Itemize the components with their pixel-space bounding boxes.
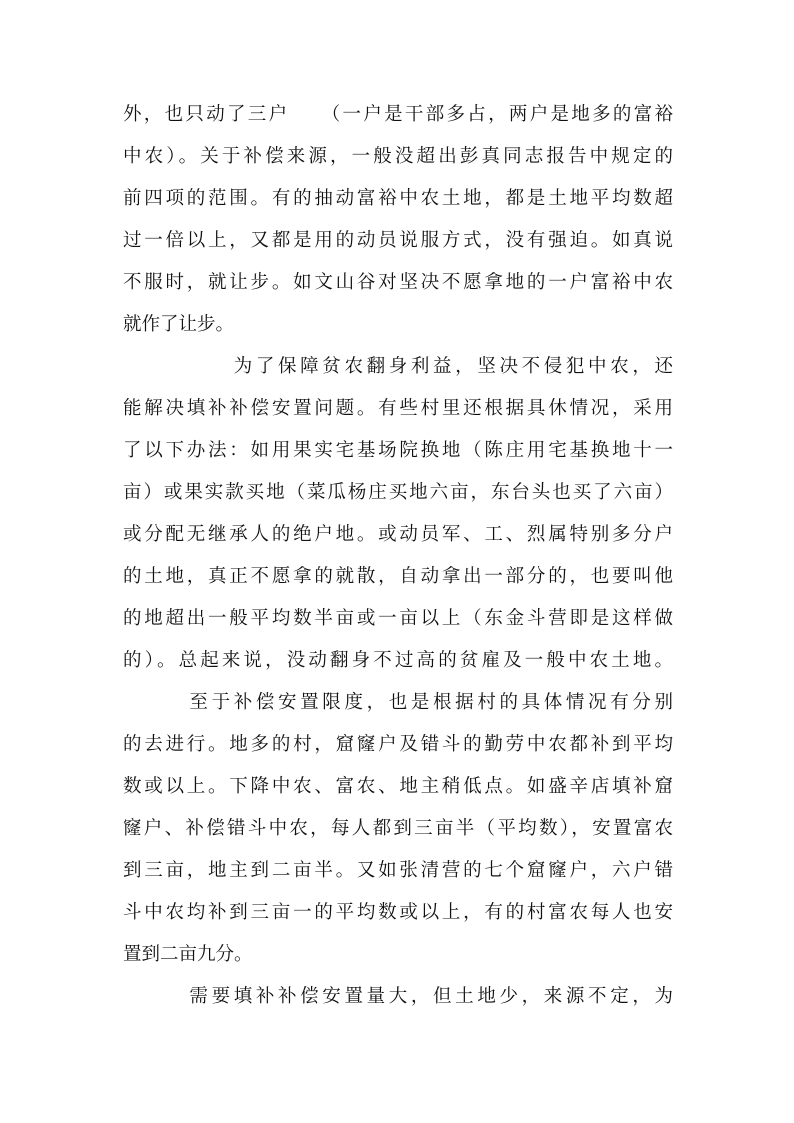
body-text bbox=[123, 94, 673, 1018]
text-line: 为了保障贫农翻身利益，坚决不侵犯中农，还 bbox=[123, 356, 673, 377]
text-line: 就作了让步。 bbox=[123, 314, 235, 335]
text-line: 置到二亩九分。 bbox=[123, 944, 253, 965]
text-line: 过一倍以上，又都是用的动员说服方式，没有强迫。如真说 bbox=[123, 230, 673, 251]
paragraph-4 bbox=[123, 976, 673, 1018]
text-line: 或分配无继承人的绝户地。或动员军、工、烈属特别多分户 bbox=[123, 524, 673, 545]
text-line: 中农）。关于补偿来源，一般没超出彭真同志报告中规定的 bbox=[123, 146, 673, 167]
text-line: 能解决填补补偿安置问题。有些村里还根据具休情况，采用 bbox=[123, 398, 673, 419]
text-line: 窿户、补偿错斗中农，每人都到三亩半（平均数），安置富农 bbox=[123, 818, 673, 839]
paragraph-3 bbox=[123, 682, 673, 976]
text-line: 亩）或果实款买地（菜瓜杨庄买地六亩，东台头也买了六亩） bbox=[123, 482, 673, 503]
text-line: 的去进行。地多的村，窟窿户及错斗的勤劳中农都补到平均 bbox=[123, 734, 673, 755]
text-line: 的土地，真正不愿拿的就散，自动拿出一部分的，也要叫他 bbox=[123, 566, 673, 587]
text-line: 需要填补补偿安置量大，但土地少，来源不定，为 bbox=[123, 986, 673, 1007]
text-line: 了以下办法：如用果实宅基场院换地（陈庄用宅基换地十一 bbox=[123, 440, 673, 461]
text-line: 前四项的范围。有的抽动富裕中农土地，都是土地平均数超 bbox=[123, 188, 673, 209]
text-line: 至于补偿安置限度，也是根据村的具体情况有分别 bbox=[123, 692, 673, 713]
text-line: 不服时，就让步。如文山谷对坚决不愿拿地的一户富裕中农 bbox=[123, 272, 673, 293]
paragraph-2 bbox=[123, 346, 673, 682]
paragraph-1 bbox=[123, 94, 673, 346]
text-line: 外，也只动了三户 （一户是干部多占，两户是地多的富裕 bbox=[123, 104, 673, 125]
text-line: 数或以上。下降中农、富农、地主稍低点。如盛辛店填补窟 bbox=[123, 776, 673, 797]
text-line: 斗中农均补到三亩一的平均数或以上，有的村富农每人也安 bbox=[123, 902, 673, 923]
text-line: 的地超出一般平均数半亩或一亩以上（东金斗营即是这样做 bbox=[123, 608, 673, 629]
text-line: 的）。总起来说，没动翻身不过高的贫雇及一般中农土地。 bbox=[123, 650, 673, 671]
text-line: 到三亩，地主到二亩半。又如张清营的七个窟窿户，六户错 bbox=[123, 860, 673, 881]
